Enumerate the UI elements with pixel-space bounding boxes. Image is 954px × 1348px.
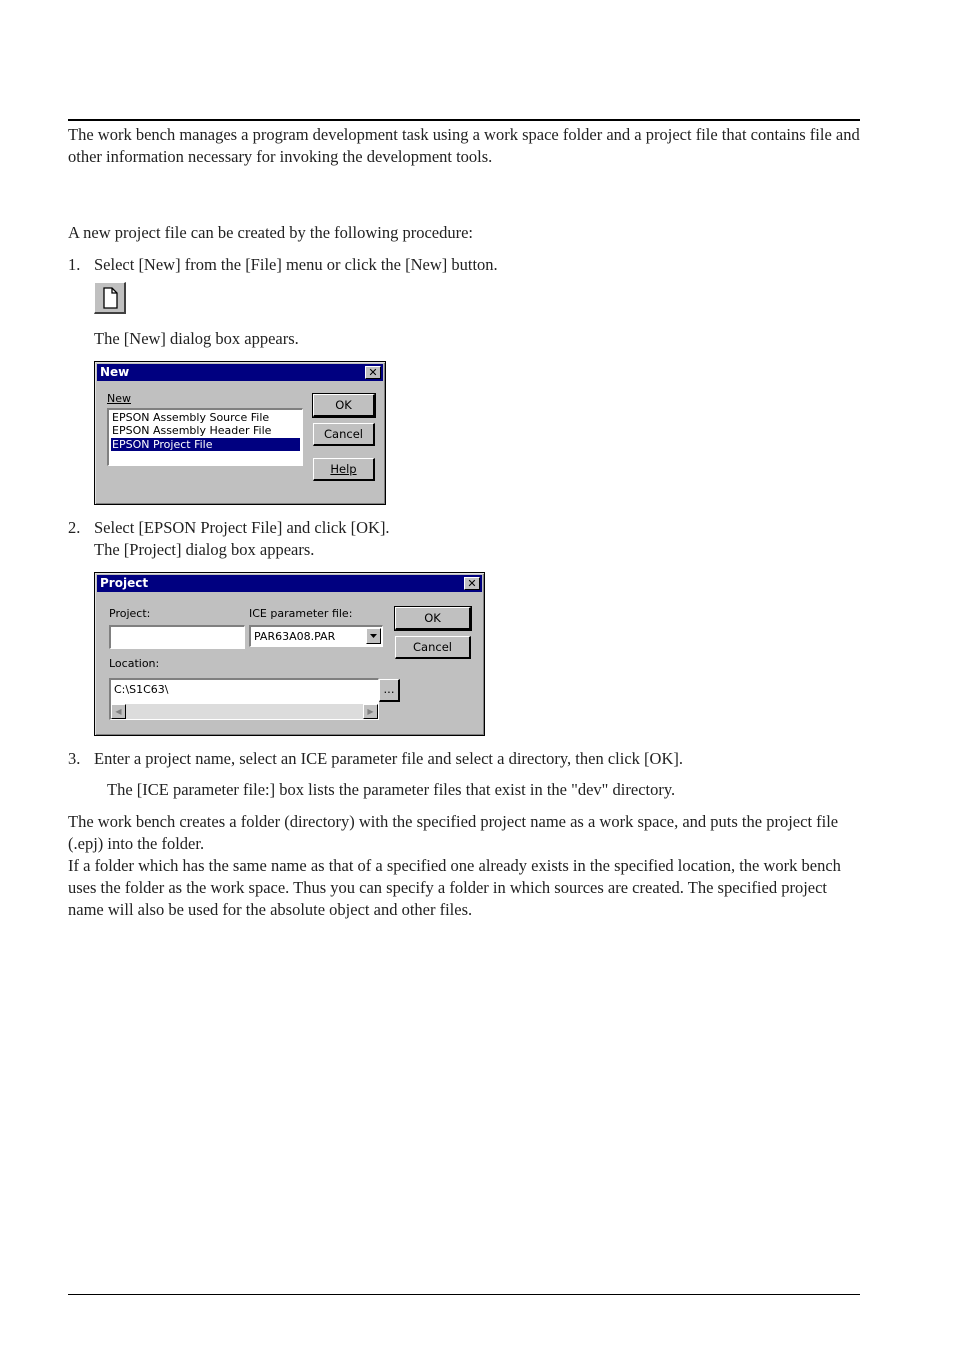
browse-button[interactable]: ... xyxy=(379,679,400,702)
step-number: 3. xyxy=(68,749,81,768)
help-button[interactable]: Help xyxy=(313,458,375,481)
step-text: Select [EPSON Project File] and click [OK]. xyxy=(94,518,390,537)
scroll-right-icon[interactable]: ▶ xyxy=(363,704,378,719)
dropdown-arrow-icon[interactable] xyxy=(366,628,381,644)
location-value: C:\S1C63\ xyxy=(114,683,169,696)
new-document-icon xyxy=(96,284,124,312)
step-2 xyxy=(68,517,848,561)
scroll-left-icon[interactable]: ◀ xyxy=(111,704,126,719)
close-icon[interactable]: ✕ xyxy=(464,577,480,590)
project-label: Project: xyxy=(109,607,151,620)
location-input[interactable] xyxy=(109,678,379,720)
ice-parameter-select[interactable] xyxy=(249,625,383,647)
new-dialog-caption: The [New] dialog box appears. xyxy=(94,329,299,348)
list-item[interactable]: EPSON Assembly Source File xyxy=(112,411,270,424)
file-type-list[interactable] xyxy=(107,408,303,466)
step-subtext: The [Project] dialog box appears. xyxy=(94,540,315,559)
location-label: Location: xyxy=(109,657,160,670)
step-number: 2. xyxy=(68,518,81,537)
closing-paragraph-2: If a folder which has the same name as that of a specified one already exists in the specified location, the work bench uses the folder as the work space. Thus you can specify a folder in which sources are created. The specified project name will also be used for the absolute object and other files. xyxy=(68,856,841,919)
horizontal-scrollbar[interactable] xyxy=(111,704,378,719)
step-1 xyxy=(68,254,848,276)
cancel-button[interactable]: Cancel xyxy=(395,636,471,659)
close-icon[interactable]: ✕ xyxy=(365,366,381,379)
list-item-selected[interactable]: EPSON Project File xyxy=(111,438,300,451)
project-name-input[interactable] xyxy=(109,625,245,649)
list-item[interactable]: EPSON Assembly Header File xyxy=(112,424,272,437)
step-3-note: The [ICE parameter file:] box lists the parameter files that exist in the "dev" directory. xyxy=(107,780,676,799)
step-3 xyxy=(68,748,848,770)
project-dialog-title: Project xyxy=(100,576,149,590)
project-dialog-titlebar xyxy=(97,575,482,592)
ok-button[interactable]: OK xyxy=(313,394,375,417)
cancel-button[interactable]: Cancel xyxy=(313,423,375,446)
step-text: Select [New] from the [File] menu or click the [New] button. xyxy=(94,255,498,274)
new-list-label: New xyxy=(107,392,131,405)
intro-paragraph: The work bench manages a program development task using a work space folder and a project file that contains file and other information necessary for invoking the development tools. xyxy=(68,125,860,166)
step-text: Enter a project name, select an ICE parameter file and select a directory, then click [OK]. xyxy=(94,749,683,768)
ok-button[interactable]: OK xyxy=(395,607,471,630)
project-dialog xyxy=(94,572,485,736)
ice-parameter-value: PAR63A08.PAR xyxy=(254,630,336,643)
ice-parameter-label: ICE parameter file: xyxy=(249,607,353,620)
step-number: 1. xyxy=(68,255,81,274)
footer-rule xyxy=(68,1294,860,1295)
header-rule xyxy=(68,119,860,121)
procedure-lead: A new project file can be created by the following procedure: xyxy=(68,223,473,242)
new-dialog xyxy=(94,361,386,505)
new-dialog-titlebar xyxy=(97,364,383,381)
new-dialog-title: New xyxy=(100,365,130,379)
closing-paragraph-1: The work bench creates a folder (directory) with the specified project name as a work space, and puts the project file (.epj) into the folder. xyxy=(68,812,839,853)
new-file-button[interactable] xyxy=(94,282,126,314)
